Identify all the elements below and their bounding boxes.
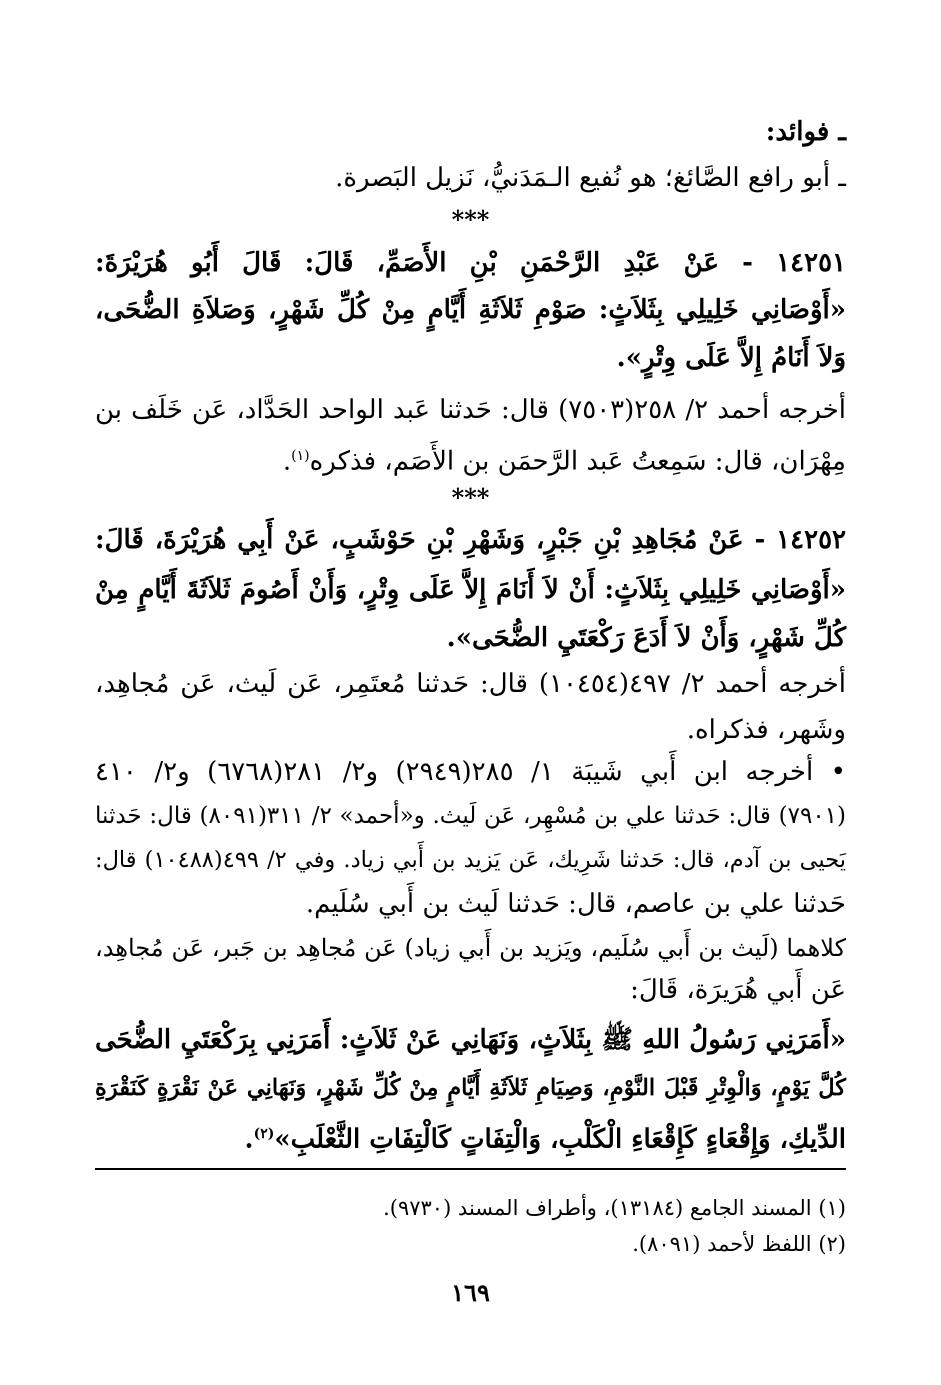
- footnote-divider: [95, 1168, 846, 1170]
- hadith-14252-takhrij-end: وشَهر، فذكراه.: [686, 715, 846, 745]
- hadith-14252-text: «أَوْصَانِي خَلِيلِي بِثَلاَثٍ: أَنْ لاَ أَنَامَ إِلاَّ عَلَى وِتْرٍ، وَأَنْ أَصُومَ ثَلاَثَةَ أَيَّامٍ مِنْ: [95, 575, 846, 605]
- hadith-variant-text: «أَمَرَنِي رَسُولُ اللهِ ﷺ بِثَلاَثٍ، وَنَهَانِي عَنْ ثَلاَثٍ: أَمَرَنِي بِرَكْعَتَيِ الضُّحَى: [95, 1025, 846, 1055]
- footnote-ref-2: (٢): [253, 1126, 275, 1142]
- narrator-note: ـ أبو رافع الصَّائغ؛ هو نُفيع الـمَدَنيُّ، نَزيل البَصرة.: [335, 163, 846, 193]
- section-separator: ***: [451, 205, 490, 234]
- hadith-variant-text-end: الدِّيكِ، وَإِقْعَاءٍ كَإِقْعَاءِ الْكَلْبِ، وَالْتِفَاتٍ كَالْتِفَاتِ الثَّعْلَبِ»$^{(٢)}$.: [244, 1124, 846, 1155]
- hadith-14252-takhrij: أخرجه أحمد ٢/ ٤٩٧(١٠٤٥٤) قال: حَدثنا مُعتَمِر، عَن لَيث، عَن مُجاهِد،: [95, 669, 846, 699]
- takhrij-line: يَحيى بن آدم، قال: حَدثنا شَرِيك، عَن يَزيد بن أَبي زياد. وفي ٢/ ٤٩٩(١٠٤٨٨) قال:: [95, 847, 846, 873]
- isnad-line: عَن أَبي هُرَيرَة، قَالَ:: [630, 975, 846, 1005]
- page-number: ١٦٩: [451, 1278, 490, 1307]
- takhrij-bullet: • أخرجه ابن أَبي شَيبَة ١/ ٢٨٥(٢٩٤٩) و٢/ ٢٨١(٦٧٦٨) و٢/ ٤١٠: [95, 757, 846, 787]
- footnote-1: (١) المسند الجامع (١٣١٨٤)، وأطراف المسند (٩٧٣٠).: [383, 1196, 846, 1220]
- hadith-variant-text: كُلَّ يَوْمٍ، وَالْوِتْرِ قَبْلَ النَّوْمِ، وَصِيَامِ ثَلاَثَةِ أَيَّامٍ مِنْ كُلِّ شَهْرٍ، وَنَهَانِي عَنْ نَقْرَةٍ كَنَقْرَةِ: [95, 1075, 846, 1101]
- hadith-14251-heading: ١٤٢٥١ - عَنْ عَبْدِ الرَّحْمَنِ بْنِ الأَصَمِّ، قَالَ: قَالَ أَبُو هُرَيْرَةَ:: [95, 248, 846, 278]
- footnote-ref-1: (١): [291, 448, 310, 464]
- section-separator: ***: [451, 483, 490, 512]
- footnote-2: (٢) اللفظ لأحمد (٨٠٩١).: [632, 1232, 846, 1256]
- hadith-14251-takhrij-end: مِهْرَان، قال: سَمِعتُ عَبد الرَّحمَن بن الأَصَم، فذكره$^{(١)}$.: [282, 446, 846, 477]
- benefits-heading: ـ فوائد:: [765, 117, 846, 147]
- takhrij-line: (٧٩٠١) قال: حَدثنا علي بن مُسْهِر، عَن لَيث. و«أحمد» ٢/ ٣١١(٨٠٩١) قال: حَدثنا: [95, 803, 847, 829]
- isnad-line: كلاهما (لَيث بن أَبي سُلَيم، ويَزيد بن أَبي زياد) عَن مُجاهِد بن جَبر، عَن مُجاهِد،: [95, 934, 846, 962]
- hadith-14251-takhrij: أخرجه أحمد ٢/ ٢٥٨(٧٥٠٣) قال: حَدثنا عَبد الواحد الحَدَّاد، عَن خَلَف بن: [95, 395, 846, 425]
- takhrij-line: حَدثنا علي بن عاصم، قال: حَدثنا لَيث بن أَبي سُلَيم.: [305, 889, 846, 919]
- hadith-14251-text: «أَوْصَانِي خَلِيلِي بِثَلاَثٍ: صَوْمِ ثَلاَثَةِ أَيَّامٍ مِنْ كُلِّ شَهْرٍ، وَصَلاَةِ الضُّحَى،: [95, 295, 846, 325]
- hadith-14252-text-end: كُلِّ شَهْرٍ، وَأَنْ لاَ أَدَعَ رَكْعَتَيِ الضُّحَى».: [446, 623, 846, 653]
- hadith-14252-heading: ١٤٢٥٢ - عَنْ مُجَاهِدِ بْنِ جَبْرٍ، وَشَهْرِ بْنِ حَوْشَبٍ، عَنْ أَبِي هُرَيْرَةَ، قَالَ:: [95, 525, 846, 555]
- hadith-14251-text-end: وَلاَ أَنَامُ إِلاَّ عَلَى وِتْرٍ».: [616, 343, 846, 373]
